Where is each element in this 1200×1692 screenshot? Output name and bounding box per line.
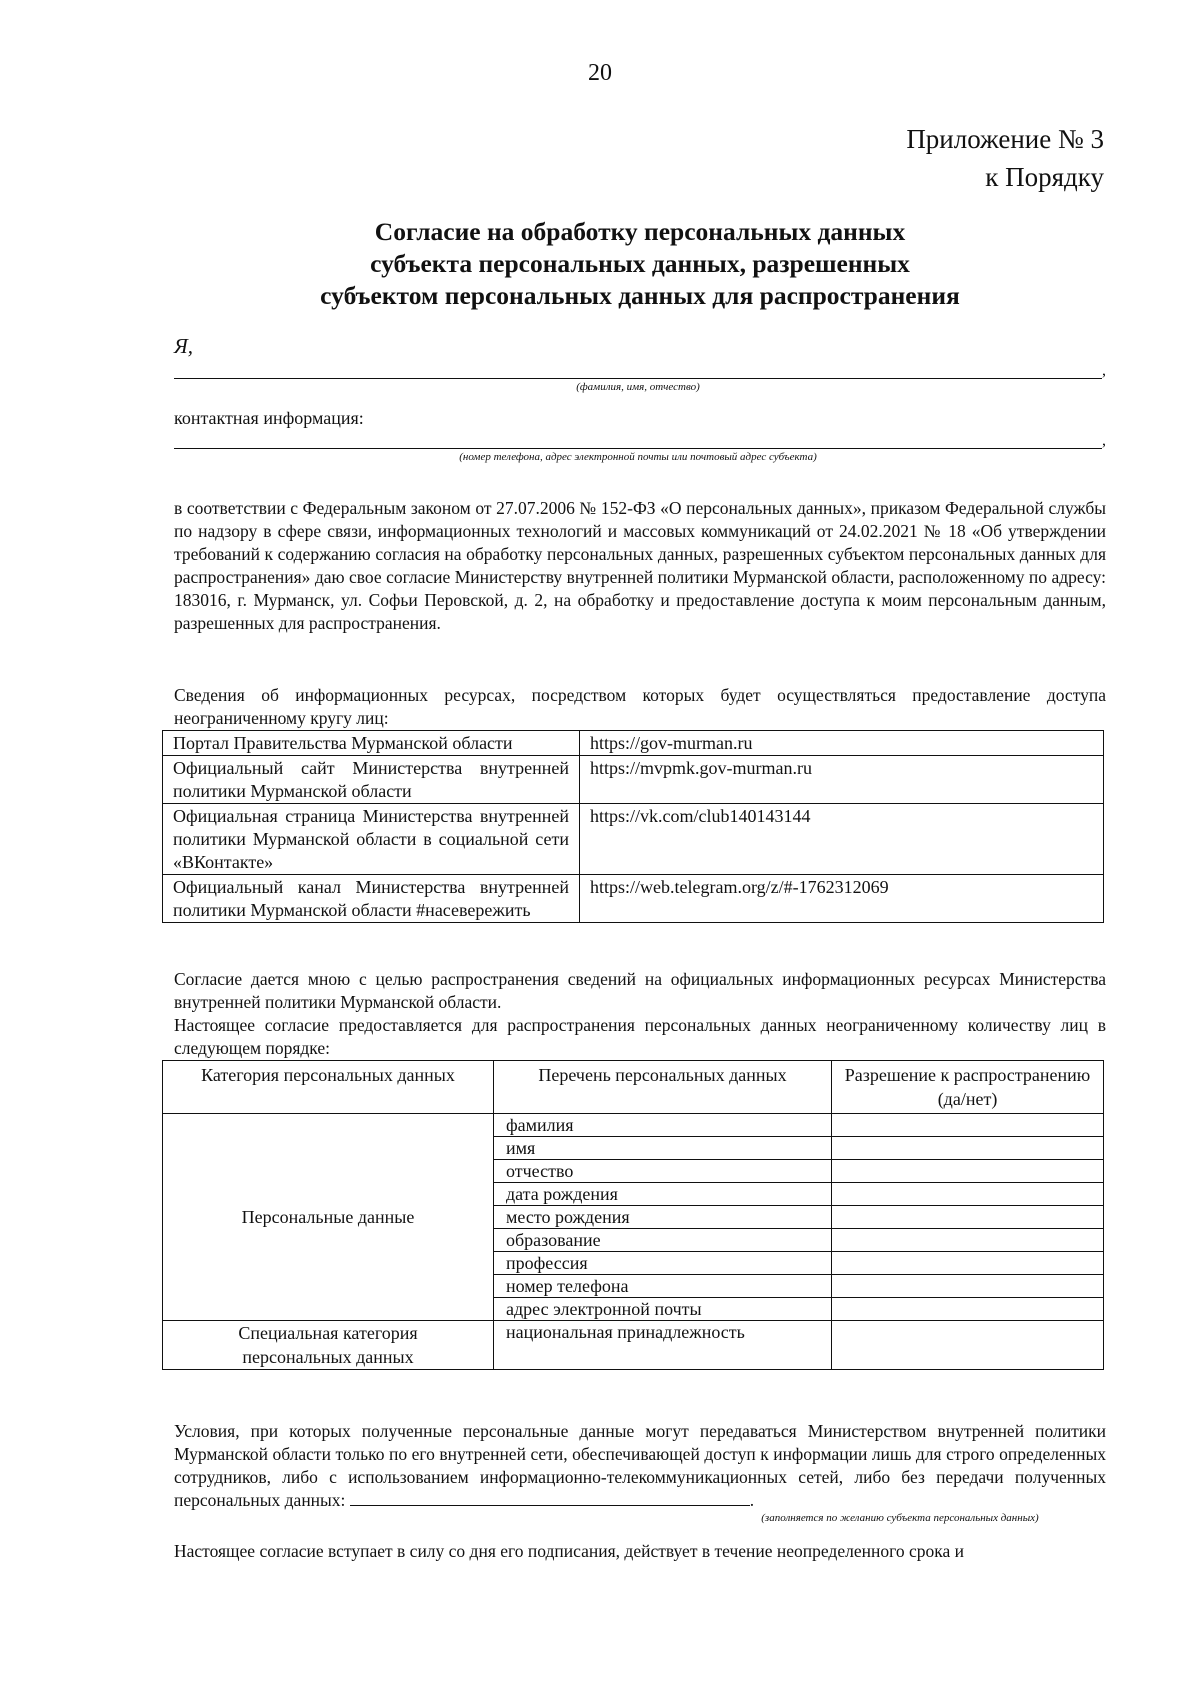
- resources-table: [162, 730, 1104, 923]
- permission-cell[interactable]: [832, 1183, 1104, 1206]
- table-row: [163, 1114, 1104, 1137]
- contact-label: контактная информация:: [174, 408, 364, 428]
- title-line-3: субъектом персональных данных для распространения: [320, 281, 960, 310]
- pd-item: фамилия: [494, 1114, 832, 1137]
- contact-fill-line: [174, 448, 1102, 449]
- appendix-line-1: Приложение № 3: [906, 124, 1104, 154]
- permission-cell[interactable]: [832, 1229, 1104, 1252]
- header-category: Категория персональных данных: [163, 1061, 494, 1114]
- pd-item: национальная принадлежность: [494, 1321, 832, 1370]
- table-row: [163, 1321, 1104, 1370]
- table-row: [163, 804, 1104, 875]
- pd-table: [162, 1060, 1104, 1370]
- permission-cell[interactable]: [832, 1298, 1104, 1321]
- title-line-1: Согласие на обработку персональных данных: [374, 217, 906, 246]
- name-caption: (фамилия, имя, отчество): [576, 381, 700, 393]
- table-row: [163, 875, 1104, 923]
- pd-item: адрес электронной почты: [494, 1298, 832, 1321]
- appendix-line-2: к Порядку: [985, 162, 1104, 192]
- purpose-paragraph: Согласие дается мною с целью распространения сведений на официальных информационных ресурсах Министерства внутренней политики Мурманской области.: [174, 969, 1106, 1012]
- contact-comma: ,: [1102, 432, 1106, 449]
- final-paragraph: Настоящее согласие вступает в силу со дня его подписания, действует в течение неопределенного срока и: [174, 1541, 964, 1561]
- resource-url: https://mvpmk.gov-murman.ru: [580, 756, 1104, 804]
- conditions-text: Условия, при которых полученные персональные данные могут передаваться Министерством внутренней политики Мурманской области только по его внутренней сети, обеспечивающей доступ к информации лишь для строго определенных сотрудников, либо с использованием информационно-телекоммуникационных сетей, либо без передачи полученных персональных данных:: [174, 1421, 1106, 1510]
- page-number: 20: [588, 60, 612, 86]
- name-fill-line: [174, 378, 1102, 379]
- document-title: [150, 216, 1130, 312]
- permission-cell[interactable]: [832, 1160, 1104, 1183]
- pd-item: профессия: [494, 1252, 832, 1275]
- pd-item: дата рождения: [494, 1183, 832, 1206]
- permission-cell[interactable]: [832, 1275, 1104, 1298]
- header-permission: Разрешение к распространению (да/нет): [832, 1061, 1104, 1114]
- conditions-fill-line[interactable]: [350, 1490, 750, 1506]
- category-special: Специальная категория персональных данных: [163, 1321, 494, 1370]
- title-line-2: субъекта персональных данных, разрешенных: [370, 249, 910, 278]
- resource-name: Официальный канал Министерства внутренней политики Мурманской области #насевережить: [163, 875, 580, 923]
- permission-cell[interactable]: [832, 1252, 1104, 1275]
- appendix-header: [906, 120, 1104, 196]
- table-header-row: [163, 1061, 1104, 1114]
- permission-cell[interactable]: [832, 1137, 1104, 1160]
- pd-item: отчество: [494, 1160, 832, 1183]
- order-paragraph: Настоящее согласие предоставляется для распространения персональных данных неограниченному количеству лиц в следующем порядке:: [174, 1015, 1106, 1058]
- resource-url: https://gov-murman.ru: [580, 731, 1104, 756]
- pd-item: образование: [494, 1229, 832, 1252]
- conditions-paragraph: Условия, при которых полученные персональные данные могут передаваться Министерством внутренней политики Мурманской области только по его внутренней сети, обеспечивающей доступ к информации лишь для строго определенных сотрудников, либо с использованием информационно-телекоммуникационных сетей, либо без передачи полученных персональных данных: .: [174, 1421, 1106, 1510]
- resources-intro: Сведения об информационных ресурсах, посредством которых будет осуществляться предоставление доступа неограниченному кругу лиц:: [174, 685, 1106, 728]
- pd-item: имя: [494, 1137, 832, 1160]
- resource-name: Официальная страница Министерства внутренней политики Мурманской области в социальной сети «ВКонтакте»: [163, 804, 580, 875]
- category-personal: Персональные данные: [163, 1114, 494, 1321]
- table-row: [163, 731, 1104, 756]
- pd-item: номер телефона: [494, 1275, 832, 1298]
- header-list: Перечень персональных данных: [494, 1061, 832, 1114]
- name-comma: ,: [1102, 362, 1106, 379]
- resource-url: https://web.telegram.org/z/#-1762312069: [580, 875, 1104, 923]
- resource-url: https://vk.com/club140143144: [580, 804, 1104, 875]
- pd-item: место рождения: [494, 1206, 832, 1229]
- subject-prefix: Я,: [174, 334, 194, 358]
- permission-cell[interactable]: [832, 1206, 1104, 1229]
- permission-cell[interactable]: [832, 1321, 1104, 1370]
- conditions-caption: (заполняется по желанию субъекта персональных данных): [761, 1512, 1039, 1524]
- contact-caption: (номер телефона, адрес электронной почты или почтовый адрес субъекта): [459, 451, 817, 463]
- table-row: [163, 756, 1104, 804]
- resource-name: Портал Правительства Мурманской области: [163, 731, 580, 756]
- consent-paragraph: в соответствии с Федеральным законом от 27.07.2006 № 152-ФЗ «О персональных данных», приказом Федеральной службы по надзору в сфере связи, информационных технологий и массовых коммуникаций от 24.02.2021 № 18 «Об утверждении требований к содержанию согласия на обработку персональных данных, разрешенных субъектом персональных данных для распространения» даю свое согласие Министерству внутренней политики Мурманской области, расположенному по адресу: 183016, г. Мурманск, ул. Софьи Перовской, д. 2, на обработку и предоставление доступа к моим персональным данным, разрешенных для распространения.: [174, 498, 1106, 633]
- permission-cell[interactable]: [832, 1114, 1104, 1137]
- resource-name: Официальный сайт Министерства внутренней политики Мурманской области: [163, 756, 580, 804]
